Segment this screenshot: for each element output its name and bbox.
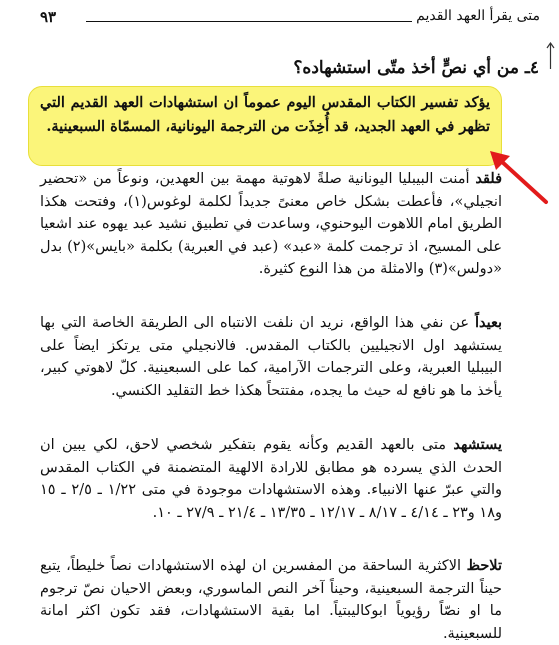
scroll-marker-icon	[545, 42, 556, 70]
paragraph-lead-word: يستشهد	[453, 436, 502, 453]
running-header	[40, 8, 540, 30]
header-rule	[86, 21, 412, 22]
paragraph	[40, 168, 502, 281]
paragraph	[40, 312, 502, 402]
paragraph-text: أمنت البيبليا اليونانية صلةً لاهوتية مهمة بين العهدين، ونوعاً من «تحضير انجيلي»، فأعطت بشكل خاص معنىً جديداً لكلمة لوغوس(١)، وفتحت هكذا الطريق امام اللاهوت اليوحنوي، وساعدت في تطبيق نشيد عبد يهوه عند اشعيا على المسيح، اذ ترجمت كلمة «عبد» (عبد في العبرية) بكلمة «بايس»(٢) بدل «دولس»(٣) والامثلة من هذا النوع كثيرة.	[40, 171, 502, 277]
paragraph-text: متى بالعهد القديم وكأنه يقوم بتفكير شخصي لاحق، لكي يبين ان الحدث الذي يسرده هو مطابق للارادة الالهية المتضمنة في الكتاب المقدس والتي عبرّ عنها الانبياء. وهذه الاستشهادات موجودة في متى ١/٢٢ ـ ٢/٥ ـ ١٥ و١٨ و٢٣ ـ ٤/١٤ ـ ٨/١٧ ـ ١٢/١٧ ـ ١٣/٣٥ ـ ٢١/٤ ـ ٢٧/٩ ـ ١٠.	[40, 437, 503, 521]
paragraph	[40, 434, 502, 524]
paragraph-lead-word: بعيداً	[474, 314, 502, 331]
paragraph-text: الاكثرية الساحقة من المفسرين ان لهذه الاستشهادات نصاً خليطاً، يتبع حيناً الترجمة السبعينية، وحيناً آخر النص الماسوري، وبعض الاحيان نصّ ترجوم ما او نصّاً رؤيوياً ابوكاليبتياً. اما بقية الاستشهادات، فقد تكون اكثر امانة للسبعينية.	[40, 558, 502, 642]
paragraph	[40, 555, 502, 645]
paragraph-text: عن نفي هذا الواقع، نريد ان نلفت الانتباه الى الطريقة الخاصة التي بها يستشهد اول الانجيليين بالكتاب المقدس. فالانجيلي متى يرتكز ايضاً على البيبليا العبرية، وعلى الترجمات الآرامية، كما على السبعينية. كلّ لاهوتي كبير، يأخذ ما هو نافع له حيث ما يجده، مفتتحاً هكذا خط التقليد الكنسي.	[40, 315, 502, 399]
page-number: ٩٣	[40, 8, 57, 26]
running-title: متى يقرأ العهد القديم	[416, 8, 540, 24]
paragraph-lead-word: فلقد	[475, 170, 503, 187]
paragraph-lead-word: تلاحظ	[466, 557, 502, 574]
section-heading: ٤ـ من أي نصٍّ أخذ متّى استشهاده؟	[293, 58, 539, 78]
highlighted-passage: يؤكد تفسير الكتاب المقدس اليوم عموماً ان استشهادات العهد القديم التي تظهر في العهد الجديد، قد أُخِذَت من الترجمة اليونانية، المسمّاة السبعينية.	[40, 94, 490, 135]
